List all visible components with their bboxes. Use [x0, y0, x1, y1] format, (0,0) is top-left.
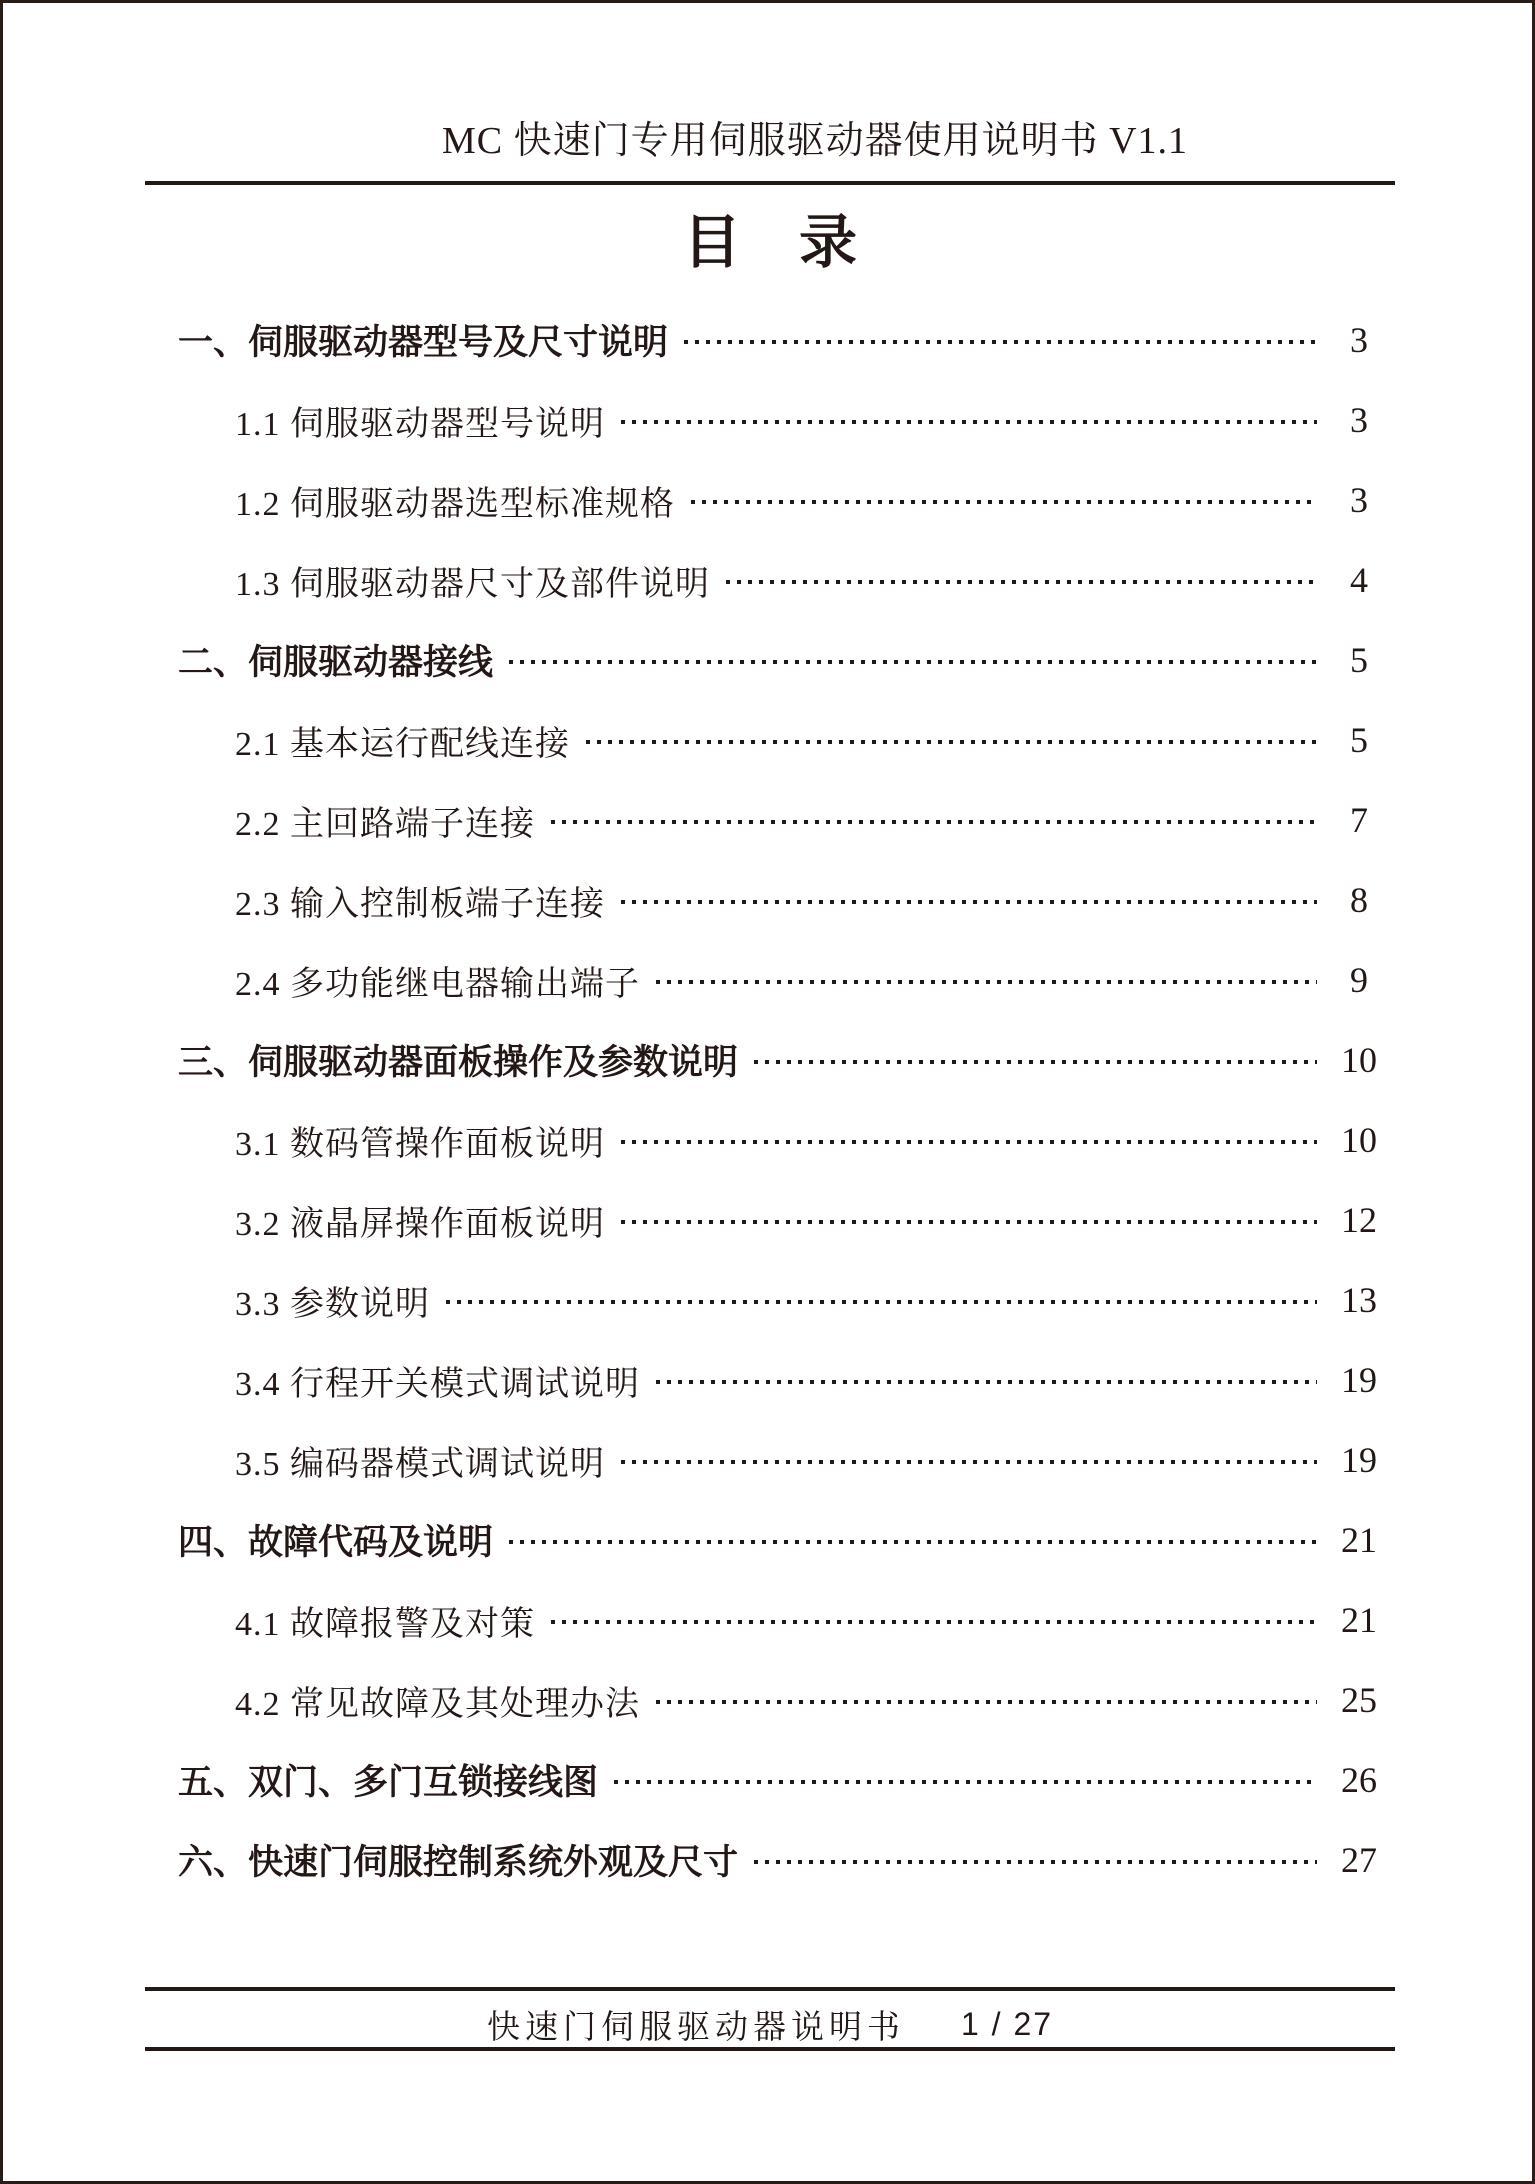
toc-entry[interactable] — [145, 1420, 1395, 1500]
toc-entry[interactable] — [145, 1260, 1395, 1340]
footer-rule-bottom — [145, 2047, 1395, 2051]
dot-leader — [551, 820, 1317, 824]
toc-entry-label: 三、伺服驱动器面板操作及参数说明 — [178, 1043, 739, 1082]
toc-entry-page-number: 26 — [1341, 1760, 1377, 1800]
toc-entry-page-number: 4 — [1350, 560, 1368, 600]
dot-leader — [509, 660, 1317, 664]
toc-entry-page-number: 12 — [1341, 1200, 1377, 1240]
footer — [145, 2001, 1395, 2048]
toc-title: 目 录 — [682, 210, 857, 275]
toc-entry[interactable] — [145, 300, 1395, 380]
dot-leader — [684, 340, 1317, 344]
footer-doc-name: 快速门伺服驱动器说明书 — [486, 2010, 905, 2046]
dot-leader — [754, 1860, 1317, 1864]
toc-entry-page-number: 7 — [1350, 800, 1368, 840]
toc-entry-page-number: 3 — [1350, 320, 1368, 360]
toc-entry[interactable] — [145, 1100, 1395, 1180]
toc-entry-page-number: 19 — [1341, 1440, 1377, 1480]
toc-entry-label: 一、伺服驱动器型号及尺寸说明 — [178, 323, 669, 362]
toc-entry-page-number: 19 — [1341, 1360, 1377, 1400]
toc-entry[interactable] — [145, 700, 1395, 780]
toc-entry-label: 3.1 数码管操作面板说明 — [235, 1125, 605, 1163]
header-rule — [145, 181, 1395, 185]
toc-entry-label: 4.1 故障报警及对策 — [235, 1605, 535, 1643]
toc-entry-label: 五、双门、多门互锁接线图 — [178, 1763, 599, 1802]
toc-entry[interactable] — [145, 460, 1395, 540]
toc-entry[interactable] — [145, 1660, 1395, 1740]
toc-entry-page-number: 5 — [1350, 640, 1368, 680]
toc-entry-page-number: 10 — [1341, 1120, 1377, 1160]
dot-leader — [656, 980, 1317, 984]
dot-leader — [621, 1220, 1317, 1224]
dot-leader — [691, 500, 1317, 504]
toc-entry[interactable] — [145, 1740, 1395, 1820]
dot-leader — [586, 740, 1317, 744]
toc-entry-page-number: 5 — [1350, 720, 1368, 760]
toc-entry[interactable] — [145, 540, 1395, 620]
toc-entry-page-number: 8 — [1350, 880, 1368, 920]
toc-entry-page-number: 3 — [1350, 400, 1368, 440]
toc-entry-page-number: 25 — [1341, 1680, 1377, 1720]
toc-entry[interactable] — [145, 1500, 1395, 1580]
dot-leader — [656, 1380, 1317, 1384]
toc-entry-label: 六、快速门伺服控制系统外观及尺寸 — [178, 1843, 739, 1882]
dot-leader — [621, 1460, 1317, 1464]
dot-leader — [621, 900, 1317, 904]
toc-entry-page-number: 10 — [1341, 1040, 1377, 1080]
toc-entry[interactable] — [145, 1020, 1395, 1100]
toc-entry-label: 1.1 伺服驱动器型号说明 — [235, 405, 605, 443]
toc-entry-label: 3.5 编码器模式调试说明 — [235, 1445, 605, 1483]
toc-entry[interactable] — [145, 1180, 1395, 1260]
dot-leader — [614, 1780, 1317, 1784]
dot-leader — [621, 1140, 1317, 1144]
toc-entry[interactable] — [145, 1340, 1395, 1420]
toc-entry-label: 1.2 伺服驱动器选型标准规格 — [235, 485, 675, 523]
toc-entry-page-number: 3 — [1350, 480, 1368, 520]
dot-leader — [656, 1700, 1317, 1704]
toc-entry[interactable] — [145, 860, 1395, 940]
toc-entry[interactable] — [145, 780, 1395, 860]
dot-leader — [754, 1060, 1317, 1064]
footer-page-indicator: 1 / 27 — [960, 2006, 1054, 2042]
toc-entry-label: 1.3 伺服驱动器尺寸及部件说明 — [235, 565, 710, 603]
toc-entry-label: 3.3 参数说明 — [235, 1285, 430, 1323]
dot-leader — [509, 1540, 1317, 1544]
footer-rule-top — [145, 1987, 1395, 1991]
toc-entry-page-number: 13 — [1341, 1280, 1377, 1320]
toc-entry-label: 4.2 常见故障及其处理办法 — [235, 1685, 640, 1723]
toc-entry[interactable] — [145, 620, 1395, 700]
toc-entry[interactable] — [145, 940, 1395, 1020]
toc-entry-page-number: 9 — [1350, 960, 1368, 1000]
document-header-title: MC 快速门专用伺服驱动器使用说明书 V1.1 — [441, 120, 1189, 162]
toc-entry-label: 2.4 多功能继电器输出端子 — [235, 965, 640, 1003]
toc-entry-page-number: 27 — [1341, 1840, 1377, 1880]
toc-entry[interactable] — [145, 380, 1395, 460]
toc-entry-label: 2.1 基本运行配线连接 — [235, 725, 570, 763]
dot-leader — [551, 1620, 1317, 1624]
toc-entry-label: 3.2 液晶屏操作面板说明 — [235, 1205, 605, 1243]
toc-entry-label: 3.4 行程开关模式调试说明 — [235, 1365, 640, 1403]
dot-leader — [726, 580, 1317, 584]
toc-entry[interactable] — [145, 1820, 1395, 1900]
toc-entry-label: 二、伺服驱动器接线 — [178, 643, 494, 682]
toc-entry-label: 2.2 主回路端子连接 — [235, 805, 535, 843]
dot-leader — [621, 420, 1317, 424]
toc-entry-label: 2.3 输入控制板端子连接 — [235, 885, 605, 923]
toc-entry[interactable] — [145, 1580, 1395, 1660]
toc-entry-page-number: 21 — [1341, 1600, 1377, 1640]
toc-entry-label: 四、故障代码及说明 — [178, 1523, 494, 1562]
toc-entry-page-number: 21 — [1341, 1520, 1377, 1560]
dot-leader — [446, 1300, 1317, 1304]
toc-list — [145, 300, 1395, 1900]
